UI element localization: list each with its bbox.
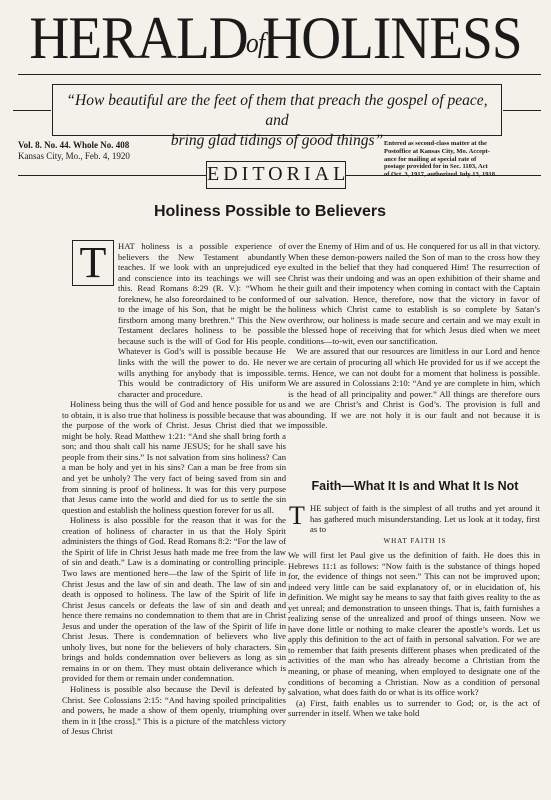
article-paragraph: over the Enemy of Him and of us. He conquered for us all in that victory. When these demon-powers nailed the Son of man to the cross how they exulted in the belief that they had conquered Him! The resurrection of Christ was their undoing and was an open exhibition of their shame and their guilt and their impotency when coming in contact with the Captain of our salvation. Hence, therefore, now that the victory in favor of holiness which Christ came to establish is so complete by Satan’s overthrow, our holiness is made secure and certain and we may exult in the blessed hope of receiving that for which Jesus died when we meet conditions—to-wit, even our sanctification.	[288, 241, 540, 346]
drop-cap-2: T	[289, 501, 305, 530]
section-rule-left	[18, 175, 206, 176]
postal-notice	[384, 140, 544, 179]
article-paragraph: HE subject of faith is the simplest of all truths and yet around it has gathered much misunderstanding. Let us look at it today, first as to	[310, 503, 540, 535]
postal-line: postage provided for in Sec. 1103, Act	[384, 163, 488, 171]
masthead-word-herald: HERALD	[29, 5, 248, 71]
motto-line-2: bring glad tidings of good things”	[170, 132, 384, 149]
article-column-3	[288, 550, 540, 719]
issue-date: Kansas City, Mo., Feb. 4, 1920	[18, 151, 130, 161]
postal-line: Entered as second-class matter at the	[384, 140, 487, 147]
article-paragraph: Holiness being thus the will of God and hence possible for us to obtain, it is also true that holiness is possible because that was the purpose of the work of Christ. Jesus Christ died that we might be holy. Read Matthew 1:21: “And she shall bring forth a son; and thou shalt call his name JESUS; for he shall save his people from their sins.” Is not salvation from sins holiness? Can a man be holy and yet in his sins? Can a man be free from sin and yet be unholy? The very fact of being saved from sin and from sinning is proof of holiness. It was for this very purpose that Jesus came into the world and died for us to settle the sin question and establish the holiness question forever for us all.	[62, 399, 286, 515]
motto-line-1: “How beautiful are the feet of them that preach the gospel of peace, and	[66, 92, 488, 129]
article-subhead: WHAT FAITH IS	[383, 537, 447, 545]
issue-volume: Vol. 8. No. 44. Whole No. 408	[18, 140, 130, 150]
masthead-rule	[18, 74, 541, 75]
article-column-1	[62, 241, 286, 737]
article-paragraph: (a) First, faith enables us to surrender to God; or, is the act of surrender in itself. When we take hold	[288, 697, 540, 719]
postal-line: ance for mailing at special rate of	[384, 155, 477, 163]
article-paragraph: We will first let Paul give us the definition of faith. He does this in Hebrews 11:1 as follows: “Now faith is the substance of things hoped for, the evidence of things not seen.” This can not be improved upon; indeed very little can be said explanatory of, or in elucidation of, his definition. We might say he means to say that faith gives reality to the as yet unreal; and demonstration to unseen things. That is, faith furnishes a realizing sense of the unrealized and proof of things unseen. Now we have done little or nothing to make clearer the apostle’s words. Let us apply this definition to the act of faith in personal salvation. For we are to remember that faith presents different phases when predicated of the activities of the man who has already become a Christian from the meaning, or phase of meaning, when employed to designate one of the conditions of becoming a Christian. Now as a condition of personal salvation, what does faith do or what is its office work?	[288, 550, 540, 698]
issue-info	[18, 140, 130, 162]
drop-cap: T	[72, 240, 114, 286]
masthead-title	[29, 6, 521, 76]
article-intro	[310, 503, 540, 535]
section-rule-right	[346, 175, 541, 176]
article-paragraph: Holiness is possible also because the Devil is defeated by Christ. See Colossians 2:15: “And having spoiled principalities and powers, he made a show of them openly, triumphing over them in it [the cross].” This is a picture of the matchless victory of Jesus Christ	[62, 683, 286, 737]
article-paragraph: We are assured that our resources are limitless in our Lord and hence we are certain of procuring all which He provided for us if we accept the terms. Hence, we can not doubt for a moment that holiness is possible. We are assured in Colossians 2:10: “And ye are complete in him, which is the head of all principality and power.” All things are therefore ours and we are Christ’s and Christ is God’s. The provision is full and abounding. If we are not holy it is our fault and not because it is impossible.	[288, 346, 540, 431]
article-title-2: Faith—What It Is and What It Is Not	[311, 479, 519, 493]
section-label: EDITORIAL	[206, 161, 346, 189]
postal-line: of Oct. 3, 1917, authorized July 13, 1918.	[384, 171, 497, 179]
article-title: Holiness Possible to Believers	[153, 203, 387, 220]
postal-line: Postoffice at Kansas City, Mo. Accept-	[384, 147, 490, 155]
article-paragraph: HAT holiness is a possible experience of believers the New Testament abundantly teaches. If we look with an unprejudiced eye and conscience into its teachings we will see this. Read Romans 8:29 (R. V.): “Whom he foreknew, he also foreordained to be conformed to the image of his Son, that he might be the firstborn among many brethren.” This the New Testament declares holiness to be possible because such is the will of God for His people. Whatever is God’s will is possible because He links with the will the power to do. He never wills anything for anybody that is impossible. This would be contradictory of His uniform character and procedure.	[118, 241, 286, 399]
article-paragraph: Holiness is also possible for the reason that it was for the creation of holiness of character in us that the Holy Spirit administers the things of God. Read Romans 8:2: “For the law of the Spirit of life in Christ Jesus hath made me free from the law of sin and death.” Law is a dominating or controlling principle. Two laws are mentioned here—the law of the Spirit of life in Christ Jesus and the law of sin and death. The law of sin and death is opposed to holiness. The law of the Spirit of life in Christ Jesus cancels or defeats the law of sin and death and hence there remains no condemnation to them that are in Christ Jesus and under the operation of the law of the Spirit of life in Christ Jesus. There is condemnation of believers who live unholy lives, but none for the believers of holy characters. Sin brings and holds condemnation over believers as long as sin remains in or on them. They must obtain deliverance which is provided for them or remain under condemnation.	[62, 515, 286, 684]
article-column-2	[288, 241, 540, 431]
masthead-word-of: of	[245, 28, 265, 59]
masthead-word-holiness: HOLINESS	[262, 5, 522, 71]
masthead	[0, 6, 551, 70]
